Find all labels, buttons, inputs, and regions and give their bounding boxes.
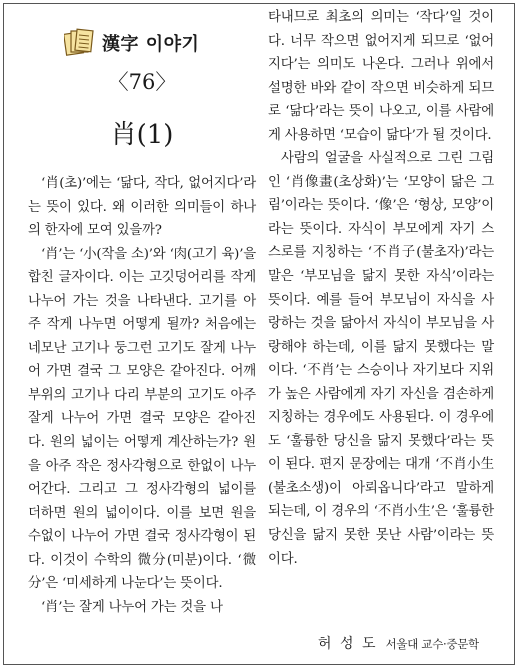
article-column-left [28,172,256,619]
article-paragraph: 사람의 얼굴을 사실적으로 그린 그림인 ‘肖像畫(초상화)’는 ‘모양이 닮은 그림’이라는 뜻이다. ‘像’은 ‘형상, 모양’이라는 뜻이다. 자식이 부모에게 자기 스스로를 지칭하는 ‘不肖子(불초자)’라는 말은 ‘부모님을 닮지 못한 자식’이라는 뜻이다. 예를 들어 부모님이 자식을 사랑하는 것을 닮아서 자식이 부모님을 사랑해야 하는데, 이를 닮지 못했다는 말이다. ‘不肖’는 스승이나 자기보다 지위가 높은 사람에게 자기 자신을 겸손하게 지칭하는 경우에도 사용된다. 이 경우에도 ‘훌륭한 당신을 닮지 못했다’라는 뜻이 된다. 편지 문장에는 대개 ‘不肖小生(불초소생)이 아뢰옵니다’라고 말하게 되는데, 이 경우의 ‘不肖小生’은 ‘훌륭한 당신을 닮지 못한 못난 사람’이라는 뜻이다. [268,151,494,567]
scroll-stack-icon [64,28,94,56]
article-paragraph: ‘肖(초)’에는 ‘닮다, 작다, 없어지다’라는 뜻이 있다. 왜 이러한 의미들이 하나의 한자에 모여 있을까? [28,176,256,239]
author-affiliation: 서울대 교수·중문학 [385,637,479,651]
column-header [64,24,234,64]
article-paragraph: ‘肖’는 잘게 나누어 가는 것을 나 [41,599,223,615]
article-column-right [268,6,494,571]
author-name: 허 성 도 [318,636,378,652]
author-byline [318,633,479,653]
series-title: 漢字 이야기 [102,34,200,55]
article-paragraph: ‘肖’는 ‘小(작을 소)’와 ‘肉(고기 육)’을 합친 글자이다. 이는 고깃덩어리를 작게 나누어 가는 것을 나타낸다. 고기를 아주 작게 나누면 어떻게 될까? 처음에는 네모난 고기나 둥그런 고기도 잘게 나누어 가면 결국 그 모양은 같아진다. 어깨 부위의 고기나 다리 부분의 고기도 아주 잘게 나누어 가면 결국 모양은 같아진다. 원의 넓이는 어떻게 계산하는가? 원을 아주 작은 정사각형으로 한없이 나누어간다. 그리고 그 정사각형의 넓이를 더하면 원의 넓이이다. 이를 보면 원을 수없이 나누어 가면 결국 정사각형이 된다. 이것이 수학의 微分(미분)이다. ‘微分’은 ‘미세하게 나눈다’는 뜻이다. [28,246,256,592]
article-paragraph: 타내므로 최초의 의미는 ‘작다’일 것이다. 너무 작으면 없어지게 되므로 ‘없어지다’는 의미도 나온다. 그러나 위에서 설명한 바와 같이 작으면 비슷하게 되므로 ‘닮다’라는 뜻이 나오고, 이를 사람에게 사용하면 ‘모습이 닮다’가 될 것이다. [268,10,494,143]
issue-number: 〈76〉 [107,70,177,94]
main-heading: 肖(1) [110,120,174,150]
